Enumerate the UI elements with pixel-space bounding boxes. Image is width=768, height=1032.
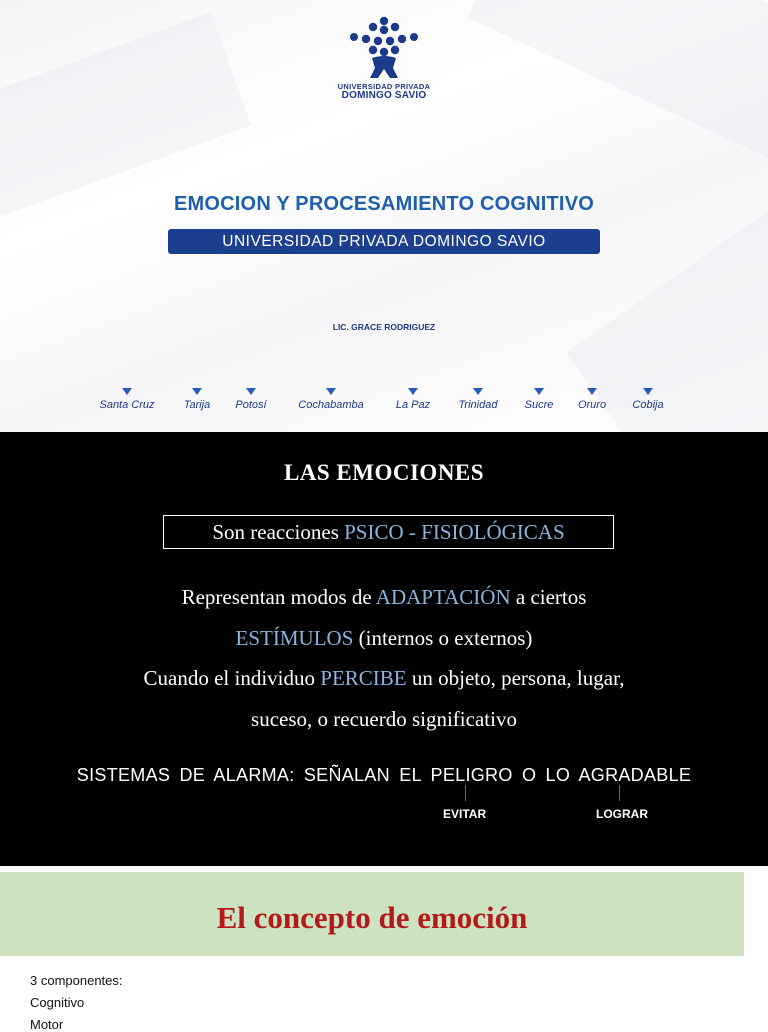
city-cochabamba: Cochabamba: [284, 388, 378, 411]
location-marker-icon: [122, 388, 132, 395]
city-la-paz: La Paz: [387, 388, 439, 411]
background-facet: [467, 0, 768, 170]
location-marker-icon: [643, 388, 653, 395]
highlight-percibe: PERCIBE: [320, 666, 407, 690]
body-line-2: ESTÍMULOS (internos o externos): [235, 626, 533, 650]
list-item: 3 componentes:: [30, 973, 123, 988]
connector-line: [465, 785, 466, 801]
tag-lograr: LOGRAR: [596, 807, 648, 821]
location-marker-icon: [587, 388, 597, 395]
city-cobija: Cobija: [624, 388, 672, 411]
city-tarija: Tarija: [173, 388, 221, 411]
concept-slide: [0, 866, 768, 1032]
body-line-3: Cuando el individuo PERCIBE un objeto, persona, lugar,: [143, 666, 625, 690]
city-santa-cruz: Santa Cruz: [88, 388, 166, 411]
emotions-slide: [0, 432, 768, 866]
slide-heading: LAS EMOCIONES: [283, 460, 485, 485]
location-marker-icon: [473, 388, 483, 395]
definition-box: [163, 515, 614, 549]
city-oruro: Oruro: [569, 388, 615, 411]
definition-highlight: PSICO - FISIOLÓGICAS: [344, 520, 565, 544]
presentation-title: EMOCION Y PROCESAMIENTO COGNITIVO: [174, 193, 594, 215]
list-item: Cognitivo: [30, 995, 85, 1010]
slide-title: El concepto de emoción: [216, 900, 528, 935]
university-logo-icon: [326, 14, 442, 82]
location-marker-icon: [408, 388, 418, 395]
university-logo: [326, 14, 442, 104]
location-marker-icon: [326, 388, 336, 395]
city-potosi: Potosí: [227, 388, 275, 411]
connector-line: [619, 785, 620, 801]
lecturer-name: LIC. GRACE RODRIGUEZ: [332, 322, 436, 332]
title-slide: [0, 0, 768, 432]
location-marker-icon: [246, 388, 256, 395]
location-marker-icon: [534, 388, 544, 395]
city-sucre: Sucre: [516, 388, 562, 411]
logo-text-line2: DOMINGO SAVIO: [341, 90, 427, 101]
highlight-adaptacion: ADAPTACIÓN: [375, 585, 511, 609]
title-banner: [0, 872, 744, 956]
highlight-estimulos: ESTÍMULOS: [235, 626, 354, 650]
alarm-systems-text: SISTEMAS DE ALARMA: SEÑALAN EL PELIGRO O LO AGRADABLE: [76, 765, 692, 785]
university-badge: UNIVERSIDAD PRIVADA DOMINGO SAVIO: [168, 229, 600, 254]
body-line-1: Representan modos de ADAPTACIÓN a ciertos: [181, 585, 587, 609]
definition-text: Son reacciones: [212, 520, 345, 544]
location-marker-icon: [192, 388, 202, 395]
city-trinidad: Trinidad: [448, 388, 508, 411]
tag-evitar: EVITAR: [443, 807, 487, 821]
logo-text-line1: UNIVERSIDAD PRIVADA: [337, 82, 431, 91]
body-line-4: suceso, o recuerdo significativo: [251, 707, 517, 731]
list-item: Motor: [30, 1017, 64, 1032]
